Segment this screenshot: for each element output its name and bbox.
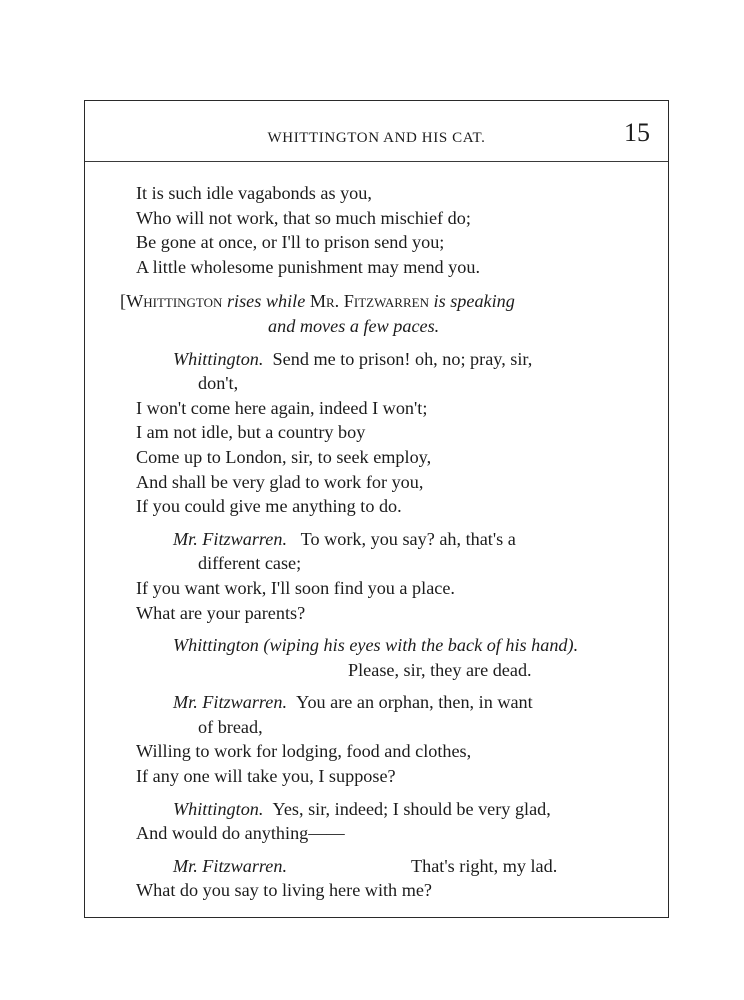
speech-line: different case; (198, 553, 302, 574)
verse-block (136, 181, 636, 279)
page-number: 15 (624, 118, 650, 147)
stage-bracket: [ (120, 291, 127, 312)
speech-line: Send me to prison! oh, no; pray, sir, (272, 348, 533, 369)
speech (136, 633, 636, 682)
speech-line: I won't come here again, indeed I won't; (136, 397, 428, 418)
stage-text: rises while (226, 291, 306, 312)
speech-line: And shall be very glad to work for you, (136, 471, 424, 492)
speech-line: Willing to work for lodging, food and clothes, (136, 741, 472, 762)
verse-line: Be gone at once, or I'll to prison send you; (136, 232, 445, 253)
verse-line: Who will not work, that so much mischief do; (136, 207, 471, 228)
stage-name: Whittington (126, 291, 223, 312)
speaker-name: Mr. Fitzwarren. (173, 528, 288, 549)
speech-line: What do you say to living here with me? (136, 880, 432, 901)
speech-line: Come up to London, sir, to seek employ, (136, 446, 432, 467)
speech-line: What are your parents? (136, 602, 306, 623)
speech-line: of bread, (198, 716, 263, 737)
page-frame (84, 100, 669, 918)
speech (136, 347, 636, 519)
speech-line: If any one will take you, I suppose? (136, 766, 396, 787)
running-head (85, 113, 668, 153)
speech-line: That's right, my lad. (411, 855, 558, 876)
speech-line: If you could give me anything to do. (136, 496, 402, 517)
speech (136, 797, 636, 846)
stage-text: and moves a few paces. (268, 315, 440, 336)
speech-line: If you want work, I'll soon find you a place. (136, 577, 455, 598)
stage-name: Mr. Fitzwarren (309, 291, 429, 312)
play-text (120, 181, 636, 903)
verse-line: It is such idle vagabonds as you, (136, 183, 372, 203)
speaker-name: Whittington (wiping his eyes with the back of his hand). (173, 635, 579, 656)
speaker-name: Whittington. (173, 348, 264, 369)
speaker-name: Mr. Fitzwarren. (173, 692, 288, 713)
speech-line: don't, (198, 373, 239, 394)
speech (136, 527, 636, 625)
speech-line: To work, you say? ah, that's a (300, 528, 516, 549)
running-title: WHITTINGTON AND HIS CAT. (267, 130, 486, 146)
speaker-name: Mr. Fitzwarren. (173, 855, 288, 876)
stage-direction (120, 289, 636, 338)
speech-line: You are an orphan, then, in want (296, 692, 533, 713)
header-rule (85, 161, 668, 162)
speech-line: Please, sir, they are dead. (348, 659, 532, 680)
speech (136, 690, 636, 788)
speech-line: I am not idle, but a country boy (136, 422, 366, 443)
stage-text: is speaking (433, 291, 515, 312)
speaker-name: Whittington. (173, 798, 264, 819)
verse-line: A little wholesome punishment may mend you. (136, 256, 481, 277)
speech-line: Yes, sir, indeed; I should be very glad, (272, 798, 551, 819)
speech (136, 854, 636, 903)
speech-line: And would do anything—— (136, 823, 345, 844)
